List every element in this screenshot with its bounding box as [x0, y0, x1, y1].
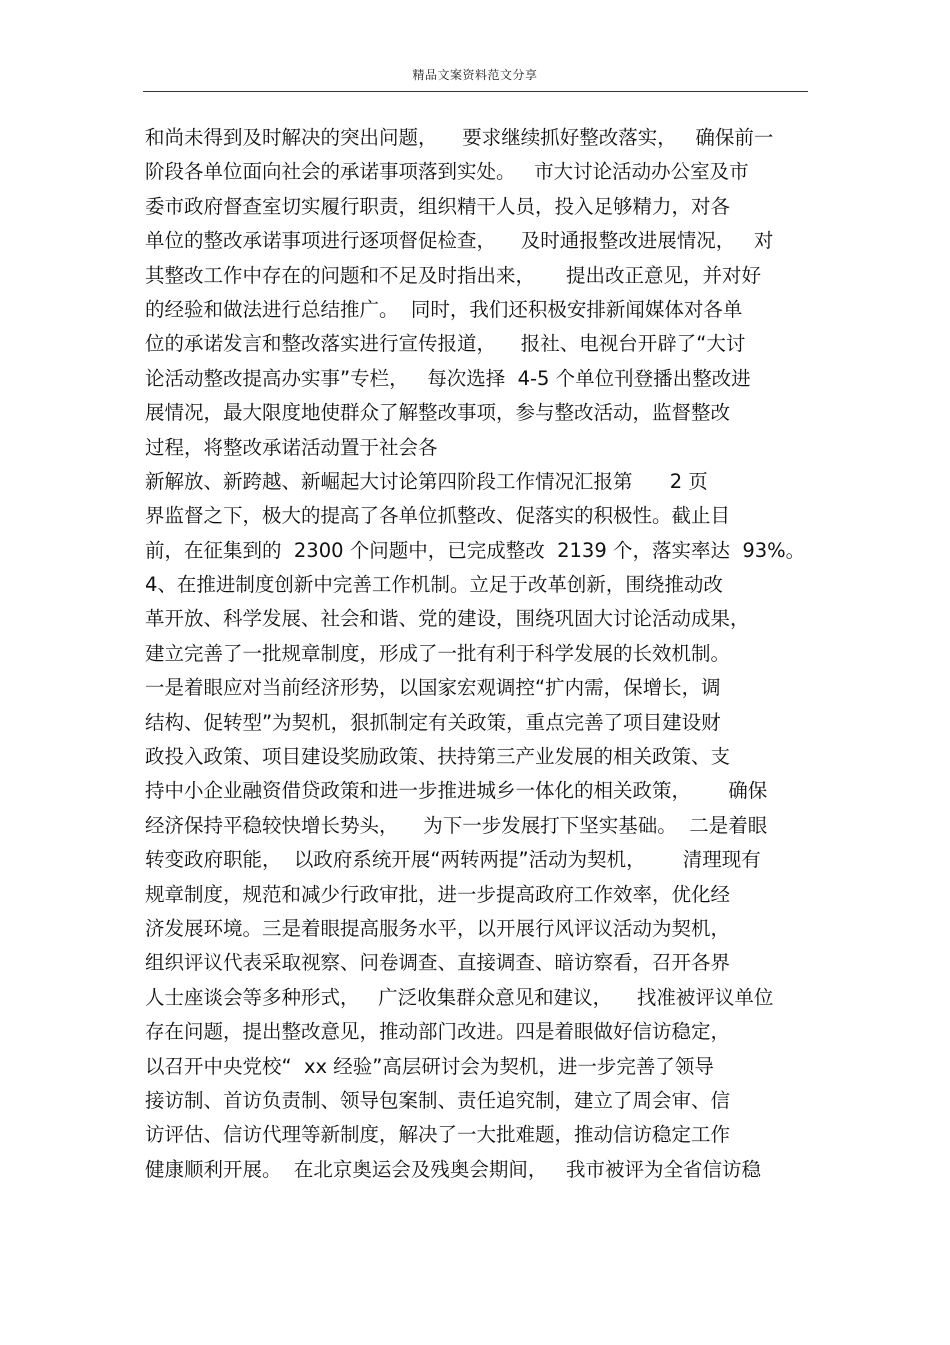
text-line: 单位的整改承诺事项进行逐项督促检查， 及时通报整改进展情况， 对: [145, 229, 774, 253]
text-line: 委市政府督查室切实履行职责，组织精干人员，投入足够精力，对各: [145, 194, 731, 218]
text-line: 其整改工作中存在的问题和不足及时指出来， 提出改正意见，并对好: [145, 263, 761, 287]
text-line: 的经验和做法进行总结推广。 同时，我们还积极安排新闻媒体对各单: [145, 297, 743, 321]
text-line: 结构、促转型”为契机，狠抓制定有关政策，重点完善了项目建设财: [145, 710, 721, 734]
text-line: 健康顺利开展。 在北京奥运会及残奥会期间， 我市被评为全省信访稳: [145, 1157, 761, 1181]
text-line: 人士座谈会等多种形式， 广泛收集群众意见和建议， 找准被评议单位: [145, 985, 774, 1009]
text-line: 访评估、信访代理等新制度，解决了一大批难题，推动信访稳定工作: [145, 1123, 731, 1147]
text-line: 转变政府职能， 以政府系统开展“两转两提”活动为契机， 清理现有: [145, 848, 761, 872]
text-line: 存在问题，提出整改意见，推动部门改进。四是着眼做好信访稳定，: [145, 1020, 731, 1044]
text-line: 持中小企业融资借贷政策和进一步推进城乡一体化的相关政策， 确保: [145, 779, 768, 803]
text-line: 以召开中央党校“ xx 经验”高层研讨会为契机，进一步完善了领导: [145, 1054, 714, 1078]
text-line: 建立完善了一批规章制度，形成了一批有利于科学发展的长效机制。: [145, 641, 731, 665]
text-line: 组织评议代表采取视察、问卷调查、直接调查、暗访察看，召开各界: [145, 951, 731, 975]
text-line: 界监督之下，极大的提高了各单位抓整改、促落实的积极性。截止目: [145, 504, 731, 528]
text-line: 展情况，最大限度地使群众了解整改事项，参与整改活动，监督整改: [145, 401, 731, 425]
text-line: 革开放、科学发展、社会和谐、党的建设，围绕巩固大讨论活动成果，: [145, 607, 750, 631]
text-line: 规章制度，规范和减少行政审批，进一步提高政府工作效率，优化经: [145, 882, 731, 906]
page-header-title: 精品文案资料范文分享: [412, 68, 538, 82]
header-divider: [143, 91, 808, 92]
text-line: 政投入政策、项目建设奖励政策、扶持第三产业发展的相关政策、支: [145, 745, 731, 769]
text-line: 阶段各单位面向社会的承诺事项落到实处。 市大讨论活动办公室及市: [145, 160, 749, 184]
text-line: 新解放、新跨越、新崛起大讨论第四阶段工作情况汇报第 2 页: [145, 469, 708, 493]
text-line: 论活动整改提高办实事”专栏， 每次选择 4-5 个单位刊登播出整改进: [145, 366, 751, 390]
text-line: 经济保持平稳较快增长势头， 为下一步发展打下坚实基础。 二是着眼: [145, 813, 768, 837]
text-line: 前，在征集到的 2300 个问题中，已完成整改 2139 个，落实率达 93%。: [145, 538, 806, 562]
text-line: 4、在推进制度创新中完善工作机制。立足于改革创新，围绕推动改: [145, 573, 723, 597]
text-line: 济发展环境。三是着眼提高服务水平，以开展行风评议活动为契机，: [145, 916, 731, 940]
text-line: 接访制、首访负责制、领导包案制、责任追究制，建立了周会审、信: [145, 1088, 731, 1112]
text-line: 位的承诺发言和整改落实进行宣传报道， 报社、电视台开辟了“大讨: [145, 332, 746, 356]
text-line: 一是着眼应对当前经济形势，以国家宏观调控“扩内需，保增长，调: [145, 676, 721, 700]
text-line: 和尚未得到及时解决的突出问题， 要求继续抓好整改落实， 确保前一: [145, 126, 774, 149]
text-line: 过程，将整改承诺活动置于社会各: [145, 435, 438, 459]
document-body: [145, 121, 810, 1187]
